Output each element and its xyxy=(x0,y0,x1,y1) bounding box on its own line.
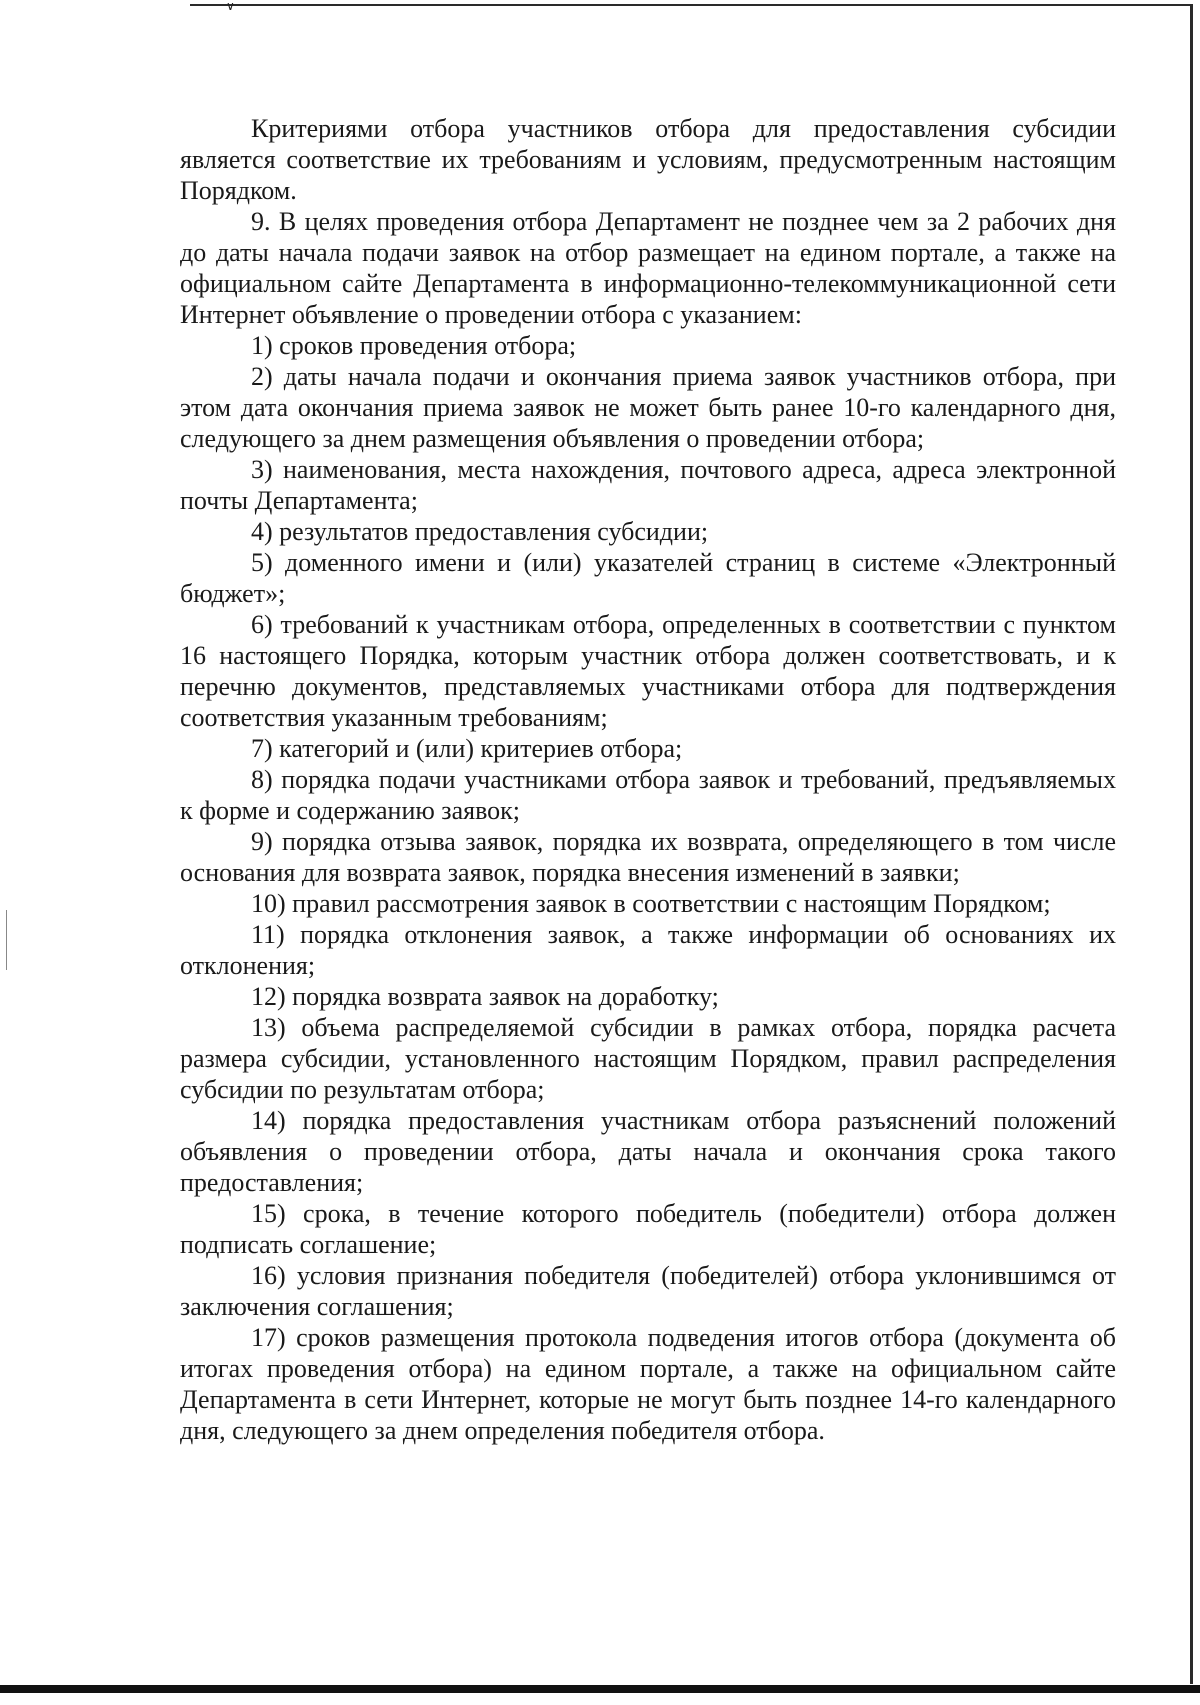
list-item-6: 6) требований к участникам отбора, определенных в соответствии с пунктом 16 настоящего Порядка, которым участник отбора должен соответствовать, и к перечню документов, представляемых участниками отбора для подтверждения соответствия указанным требованиям; xyxy=(180,610,1116,732)
list-item-2: 2) даты начала подачи и окончания приема заявок участников отбора, при этом дата окончания приема заявок не может быть ранее 10-го календарного дня, следующего за днем размещения объявления о проведении отбора; xyxy=(180,362,1116,453)
scan-artifact-icon: ∨ xyxy=(226,0,235,13)
paragraph-criteria: Критериями отбора участников отбора для предоставления субсидии является соответствие их требованиям и условиям, предусмотренным настоящим Порядком. xyxy=(180,114,1116,205)
list-item-14: 14) порядка предоставления участникам отбора разъяснений положений объявления о проведении отбора, даты начала и окончания срока такого предоставления; xyxy=(180,1106,1116,1197)
list-item-15: 15) срока, в течение которого победитель (победители) отбора должен подписать соглашение; xyxy=(180,1199,1116,1259)
list-item-9: 9) порядка отзыва заявок, порядка их возврата, определяющего в том числе основания для возврата заявок, порядка внесения изменений в заявки; xyxy=(180,827,1116,887)
list-item-16: 16) условия признания победителя (победителей) отбора уклонившимся от заключения соглашения; xyxy=(180,1261,1116,1321)
list-item-8: 8) порядка подачи участниками отбора заявок и требований, предъявляемых к форме и содержанию заявок; xyxy=(180,765,1116,825)
list-item-5: 5) доменного имени и (или) указателей страниц в системе «Электронный бюджет»; xyxy=(180,548,1116,608)
scan-border-bottom xyxy=(0,1685,1200,1693)
list-item-17: 17) сроков размещения протокола подведения итогов отбора (документа об итогах проведения отбора) на едином портале, а также на официальном сайте Департамента в сети Интернет, которые не могут быть позднее 14-го календарного дня, следующего за днем определения победителя отбора. xyxy=(180,1323,1116,1445)
list-item-13: 13) объема распределяемой субсидии в рамках отбора, порядка расчета размера субсидии, установленного настоящим Порядком, правил распределения субсидии по результатам отбора; xyxy=(180,1013,1116,1104)
paragraph-item-9: 9. В целях проведения отбора Департамент не позднее чем за 2 рабочих дня до даты начала подачи заявок на отбор размещает на едином портале, а также на официальном сайте Департамента в информационно-телекоммуникационной сети Интернет объявление о проведении отбора с указанием: xyxy=(180,207,1116,329)
list-item-7: 7) категорий и (или) критериев отбора; xyxy=(251,734,683,763)
document-body xyxy=(180,113,1116,1446)
list-item-11: 11) порядка отклонения заявок, а также информации об основаниях их отклонения; xyxy=(180,920,1116,980)
list-item-4: 4) результатов предоставления субсидии; xyxy=(251,517,709,546)
list-item-1: 1) сроков проведения отбора; xyxy=(251,331,577,360)
list-item-12: 12) порядка возврата заявок на доработку; xyxy=(251,982,719,1011)
scan-border-right xyxy=(1190,4,1193,1684)
scan-margin-mark xyxy=(6,910,7,970)
list-item-10: 10) правил рассмотрения заявок в соответствии с настоящим Порядком; xyxy=(251,889,1051,918)
list-item-3: 3) наименования, места нахождения, почтового адреса, адреса электронной почты Департамента; xyxy=(180,455,1116,515)
scan-border-top xyxy=(190,4,1190,6)
